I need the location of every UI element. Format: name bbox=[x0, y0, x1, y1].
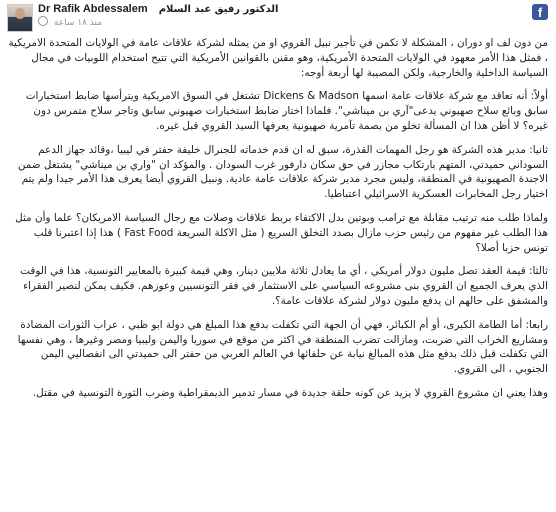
post-paragraph-1: من دون لف او دوران ، المشكلة لا تكمن في تأجير نبيل القروي او من يمثله لشركة علاقات عامة في الولايات المتحدة الامريكية ، فمثل هذا الأمر معهود في الولايات المتحدة الأمريكية، وهو مقنن بالقوانين الأمريكية التي تتيح استخدام اللوبيات في مجال السياسة الداخلية والخارجية، ولكن المصيبة لها أربعة أوجه: bbox=[8, 37, 548, 79]
author-name[interactable] bbox=[38, 3, 278, 15]
post-paragraph-2: أولاً: أنه تعاقد مع شركة علاقات عامة اسمها Dickens & Madson تشتغل في السوق الامريكية ويترأسها ضابط استخبارات سابق وبائع سلاح صهيوني يدعى"آري بن ميناشي". فلماذا اختار ضابط استخبارات صهيوني سابق وتاجر سلاح متمرس دون غيره؟ لا أظن هذا ان المسألة تخلو من بصمة تآمرية صهيونية يعرفها السيد القروي قبل غيره. bbox=[25, 90, 548, 132]
post-paragraph-3: ثانيا: مدير هذه الشركة هو رجل المهمات القذرة، سبق له ان قدم خدماته للجنرال خليفة حفتر في ليبيا ،وقائد جهاز الدعم السوداني حميدتي، المتهم بارتكاب مجازر في حق سكان دارفور غرب السودان . والمؤكد ان "واري بن ميناشي" يشتغل ضمن الاجندة الصهيونية في المنطقة، وليس مجرد مدير شركة علاقات عامة عادية. ونبيل القروي أيضا يعرف هذا الأمر جيدا ولم يتم اختيار رجل المخابرات العسكرية الاسرائيلي اعتباطيا. bbox=[17, 143, 548, 201]
post-paragraph-4: ولماذا طلب منه ترتيب مقابلة مع ترامب وبوتين بدل الاكتفاء بربط علاقات وصلات مع رجال السياسة الامريكان؟ علما وأن مثل هذا الطلب غير مفهوم من رئيس حزب مازال بصدد التخلق السريع ( مثل الاكلة السريعة Fast Food ) هذا إذا اعتبرنا قلب تونس حزبا أصلا؟ bbox=[15, 211, 548, 254]
post-paragraph-7: وهذا يعني ان مشروع القروي لا يزيد عن كونه حلقة جديدة في مسار تدمير الديمقراطية وضرب الثورة التونسية في مقتل. bbox=[32, 386, 548, 399]
author-name-latin[interactable]: Dr Rafik Abdessalem bbox=[38, 3, 148, 15]
post-paragraph-6: رابعا: أما الطامة الكبرى، أو أم الكبائر، فهي أن الجهة التي تكفلت بدفع هذا المبلغ هي دولة ابو ظبي ، عراب الثورات المضادة ومشاريع الخراب التي ضربت، ومازالت تضرب المنطقة في اكثر من موقع في سوريا واليمن وليبيا ومصر وغيرها ، وهي نفسها التي تكفلت قبل ذلك بدفع مثل هذه المبالغ نيابة عن حلفائها في العالم العربي من حفتر الى حميدتي الى انفصاليي اليمن الجنوبي ، الى القروي. bbox=[17, 318, 548, 376]
timestamp-text[interactable]: منذ ١٨ ساعة bbox=[53, 18, 103, 28]
post-paragraph-5: ثالثا: قيمة العقد تصل مليون دولار أمريكي ، أي ما يعادل ثلاثة ملايين دينار، وهي قيمة كبيرة بالمعايير التونسية، هذا في الوقت الذي يعرف الجميع ان القروي بنى مشروعه السياسي على الاستثمار في فقر التونسيين وعوزهم. فكيف يمكن لنصير الفقراء والمشفق على حالهم ان يدفع مليون دولار لشركة علاقات عامة؟. bbox=[20, 265, 548, 307]
globe-icon bbox=[38, 16, 48, 26]
post-timestamp[interactable] bbox=[38, 16, 102, 28]
post-body bbox=[8, 36, 548, 410]
avatar[interactable] bbox=[7, 4, 33, 32]
author-name-arabic[interactable]: الدكتور رفيق عبد السلام bbox=[158, 4, 279, 15]
facebook-icon[interactable]: f bbox=[532, 4, 548, 20]
